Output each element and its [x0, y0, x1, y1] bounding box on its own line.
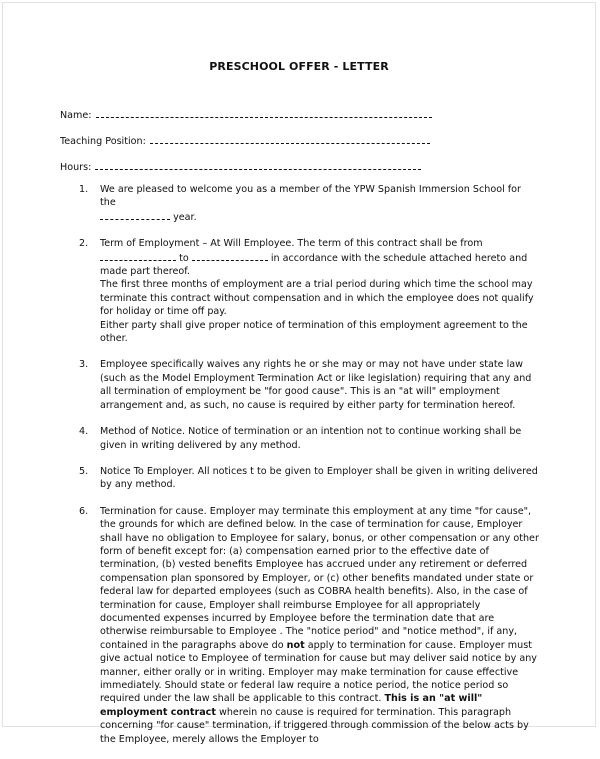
item-text: apply to termination for cause. Employer must give actual notice to Employee of termination for cause but may deliver said notice by any manner, either orally or in writing. Employer may make termination for cause effective immediately. Should state or federal law require a notice period, the notice period so required under the law shall be applicable to this contract. [100, 639, 537, 705]
hours-label: Hours: [60, 162, 92, 173]
bold-not: not [286, 639, 305, 651]
item-text: Termination for cause. Employer may terminate this employment at any time "for cause", the grounds for which are defined below. In the case of termination for cause, Employer shall have no obligation to Employee for salary, bonus, or other compensation or any other form of benefit except for: (a) compensation earned prior to the effective date of termination, (b) vested benefits Employee has accrued under any retirement or deferred compensation plan sponsored by Employer, or (c) other benefits mandated under state or federal law for departed employees (such as COBRA health benefits). Also, in the case of termination for cause, Employer shall reimburse Employee for all appropriately documented expenses incurred by Employee before the termination date that are otherwise reimbursable to Employee . The "notice period" and "notice method", if any, contained in the paragraphs above do [100, 505, 539, 651]
document-title: PRESCHOOL OFFER - LETTER [209, 60, 389, 73]
hours-field [60, 159, 421, 174]
item-text: Either party shall give proper notice of termination of this employment agreement to the other. [100, 319, 528, 345]
start-date-blank [100, 251, 176, 261]
name-field [60, 107, 432, 122]
list-item-3 [79, 358, 539, 412]
item-number: 3. [79, 359, 89, 371]
item-text: Employee specifically waives any rights he or she may or may not have under state law (such as the Model Employment Termination Act or like legislation) requiring that any and all termination of employment be "for good cause". This is an "at will" employment arrangement and, as such, no cause is required by either party for termination hereof. [100, 359, 532, 411]
item-text: Method of Notice. Notice of termination or an intention not to continue working shall be given in writing delivered by any method. [100, 426, 522, 451]
to-word: to [179, 252, 189, 264]
end-date-blank [192, 251, 268, 261]
list-item-2 [79, 237, 539, 345]
hours-blank [95, 159, 421, 170]
item-text: wherein no cause is required for termination. This paragraph concerning "for cause" termination, if triggered through commission of the below acts by the Employee, merely allows the Employer to [100, 706, 529, 745]
name-label: Name: [60, 110, 92, 121]
list-item-4 [79, 425, 539, 452]
teaching-position-label: Teaching Position: [60, 136, 146, 147]
list-item-5 [79, 465, 539, 492]
item-number: 6. [79, 505, 89, 517]
item-text: We are pleased to welcome you as a member of the YPW Spanish Immersion School for the [100, 184, 521, 209]
year-blank [100, 210, 170, 220]
teaching-position-blank [150, 133, 430, 144]
document-page [2, 2, 596, 745]
item-text: in accordance with the schedule attached hereto and made part thereof. [100, 252, 528, 278]
item-number: 1. [79, 184, 89, 195]
list-item-1 [79, 183, 539, 224]
name-blank [96, 107, 432, 118]
list-item-6 [79, 505, 539, 746]
item-number: 4. [79, 426, 89, 438]
item-number: 2. [79, 238, 89, 250]
bold-at-will-phrase: This is an "at will" employment contract [100, 693, 483, 718]
item-text: Notice To Employer. All notices t to be given to Employer shall be given in writing delivered by any method. [100, 465, 538, 491]
terms-list [79, 183, 539, 759]
teaching-position-field [60, 133, 430, 148]
item-text: year. [173, 211, 197, 223]
item-text: The first three months of employment are a trial period during which time the school may terminate this contract without compensation and in which the employee does not qualify for holiday or time off pay. [100, 279, 534, 318]
item-text: Term of Employment – At Will Employee. The term of this contract shall be from [100, 238, 483, 250]
item-number: 5. [79, 465, 89, 477]
